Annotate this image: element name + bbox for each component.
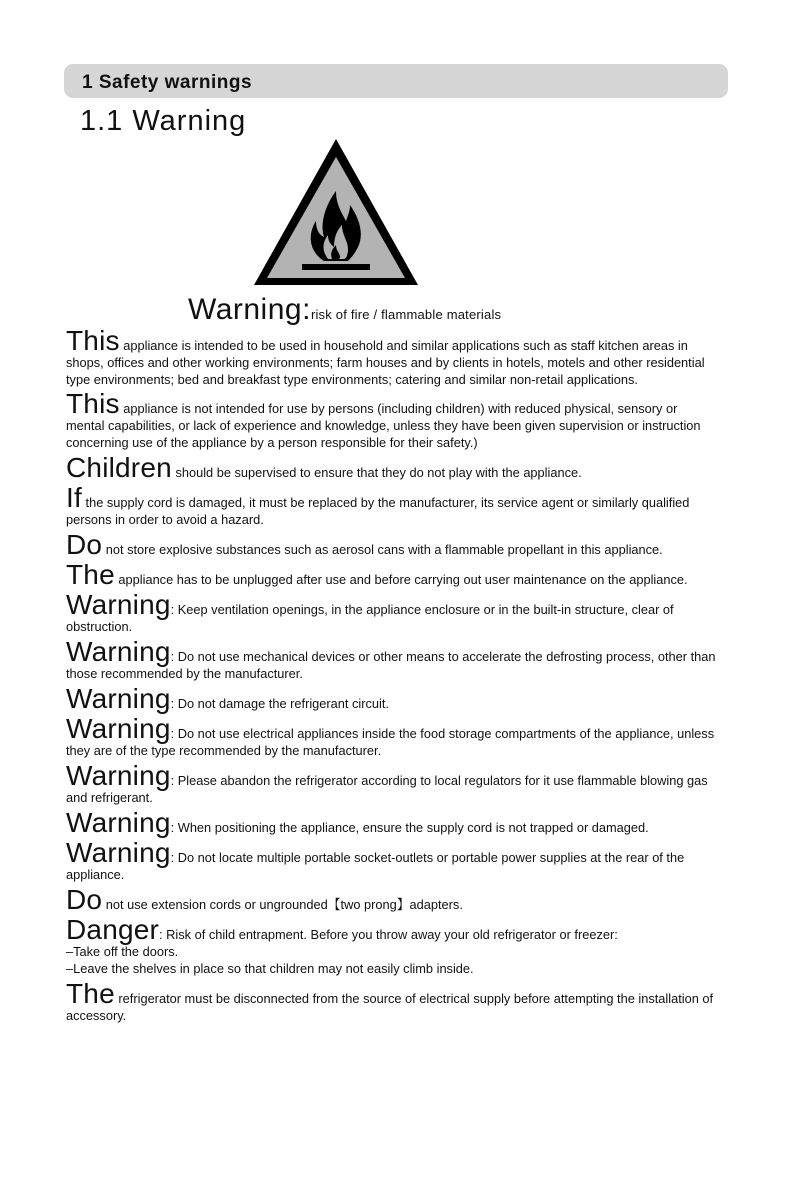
sub-line: –Leave the shelves in place so that children may not easily climb inside. xyxy=(66,961,474,976)
paragraph xyxy=(66,914,716,977)
paragraph-lead: Warning xyxy=(66,713,171,744)
paragraph-lead: Do xyxy=(66,884,103,915)
paragraph xyxy=(66,388,716,451)
paragraph xyxy=(66,559,716,590)
paragraph xyxy=(66,837,716,883)
section-title: 1 Safety warnings xyxy=(82,72,253,93)
paragraph-lead: Danger xyxy=(66,914,160,945)
paragraph-lead: Do xyxy=(66,529,103,560)
paragraph xyxy=(66,325,716,388)
paragraph-lead: Warning xyxy=(66,589,171,620)
paragraph-lead: This xyxy=(66,388,120,419)
paragraph xyxy=(66,884,716,915)
paragraph xyxy=(66,978,716,1024)
paragraph-text: : Do not use electrical appliances inside the food storage compartments of the appliance, unless they are of the type recommended by the manufacturer. xyxy=(66,726,715,758)
paragraph-lead: Warning xyxy=(66,807,171,838)
paragraph-text: : Do not damage the refrigerant circuit. xyxy=(170,696,389,711)
paragraph-text: should be supervised to ensure that they do not play with the appliance. xyxy=(171,465,582,480)
paragraph-text: refrigerator must be disconnected from the source of electrical supply before attempting the installation of accessory. xyxy=(66,991,714,1023)
paragraph-text: : Do not locate multiple portable socket-outlets or portable power supplies at the rear of the appliance. xyxy=(66,850,685,882)
paragraph-text: : Risk of child entrapment. Before you throw away your old refrigerator or freezer: xyxy=(159,927,618,942)
paragraph-lead: Warning xyxy=(66,636,171,667)
sub-line: –Take off the doors. xyxy=(66,944,179,959)
paragraph xyxy=(66,529,716,560)
paragraph-lead: Children xyxy=(66,452,172,483)
paragraph-lead: Warning xyxy=(66,837,171,868)
section-header-bar xyxy=(64,64,728,98)
paragraph-text: the supply cord is damaged, it must be replaced by the manufacturer, its service agent or similarly qualified persons in order to avoid a hazard. xyxy=(66,495,690,527)
paragraph-text: appliance is intended to be used in household and similar applications such as staff kitchen areas in shops, offices and other working environments; farm houses and by clients in hotels, motels and other residential type environments; bed and breakfast type environments; catering and similar non-retail applications. xyxy=(66,338,705,387)
paragraph xyxy=(66,482,716,528)
flammable-warning-icon xyxy=(250,135,422,289)
paragraph xyxy=(66,760,716,806)
paragraph-lead: If xyxy=(66,482,82,513)
caption-text: risk of fire / flammable materials xyxy=(310,307,502,322)
paragraph xyxy=(66,589,716,635)
paragraph-text: not use extension cords or ungrounded【two prong】adapters. xyxy=(102,897,463,912)
paragraph-text: : Please abandon the refrigerator according to local regulators for it use flammable blowing gas and refrigerant. xyxy=(66,773,708,805)
paragraph-text: not store explosive substances such as aerosol cans with a flammable propellant in this appliance. xyxy=(102,542,663,557)
paragraph-text: : When positioning the appliance, ensure the supply cord is not trapped or damaged. xyxy=(170,820,649,835)
caption-lead: Warning: xyxy=(188,293,311,326)
paragraph-text: appliance has to be unplugged after use and before carrying out user maintenance on the appliance. xyxy=(114,572,688,587)
paragraph xyxy=(66,807,716,838)
paragraph-text: appliance is not intended for use by persons (including children) with reduced physical, sensory or mental capabilities, or lack of experience and knowledge, unless they have been given supervision or instruction concerning use of the appliance by a person responsible for their safety.) xyxy=(66,401,701,450)
paragraph-lead: The xyxy=(66,978,115,1009)
paragraph xyxy=(66,683,716,714)
paragraph xyxy=(66,636,716,682)
warnings-list xyxy=(66,325,716,1024)
paragraph-lead: Warning xyxy=(66,760,171,791)
paragraph-lead: This xyxy=(66,325,120,356)
paragraph xyxy=(66,713,716,759)
paragraph-lead: The xyxy=(66,559,115,590)
paragraph xyxy=(66,452,716,483)
paragraph-lead: Warning xyxy=(66,683,171,714)
paragraph-text: : Do not use mechanical devices or other means to accelerate the defrosting process, other than those recommended by the manufacturer. xyxy=(66,649,716,681)
subsection-title: 1.1 Warning xyxy=(80,105,247,137)
paragraph-text: : Keep ventilation openings, in the appliance enclosure or in the built-in structure, clear of obstruction. xyxy=(66,602,674,634)
warning-caption xyxy=(188,293,501,327)
